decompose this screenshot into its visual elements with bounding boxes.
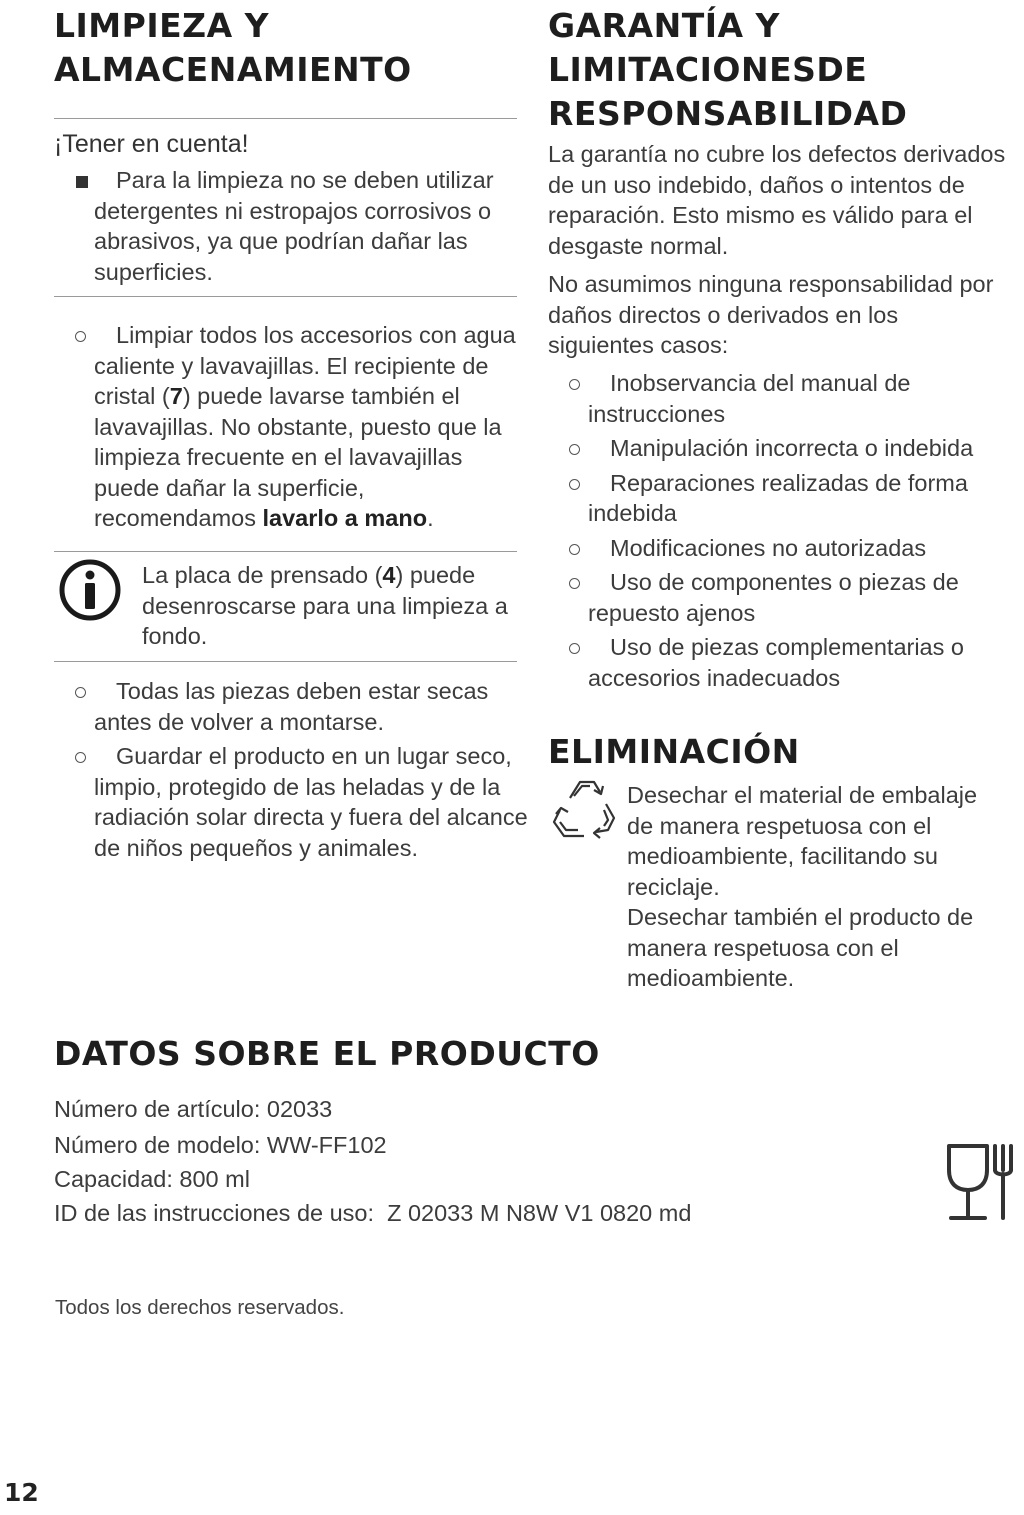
cleaning-item-1 [54,320,524,534]
food-safe-glass-fork-icon [943,1140,1015,1224]
item1-bold-text: lavarlo a mano [262,505,428,531]
info-text-a: La placa de prensado ( [142,562,383,588]
circle-bullet-icon [569,379,580,390]
list-item [548,433,1014,464]
list-item [548,632,1014,693]
warranty-para-2: No asumimos ninguna responsabilidad por daños directos o derivados en los siguientes casos: [548,271,994,358]
cleaning-title-line2: ALMACENAMIENTO [54,50,412,89]
divider [54,661,517,662]
page-number: 12 [4,1478,39,1507]
recycle-icon [548,776,620,844]
case-text: Manipulación incorrecta o indebida [610,435,974,461]
cleaning-section [54,4,524,92]
list-item [54,741,534,863]
circle-bullet-icon [75,331,86,342]
product-article-number: Número de artículo: 02033 [54,1096,333,1122]
item2-text: Todas las piezas deben estar secas antes de volver a montarse. [94,678,489,735]
disposal-text-2: Desechar también el producto de manera respetuosa con el medioambiente. [627,904,974,991]
circle-bullet-icon [569,643,580,654]
warranty-title-line3: RESPONSABILIDAD [548,94,908,133]
circle-bullet-icon [569,479,580,490]
item1-end: . [427,505,434,531]
cleaning-title-line1: LIMPIEZA Y [54,6,270,45]
product-instructions-id: ID de las instrucciones de uso: Z 02033 M N8W V1 0820 md [54,1200,692,1226]
disposal-text-1: Desechar el material de embalaje de manera respetuosa con el medioambiente, facilitando su reciclaje. [627,782,978,900]
divider [54,296,517,297]
circle-bullet-icon [569,544,580,555]
list-item [54,320,524,534]
note-list-item [54,165,524,287]
circle-bullet-icon [569,444,580,455]
copyright-footer: Todos los derechos reservados. [55,1296,345,1319]
warranty-cases-list [548,368,1014,693]
case-text: Reparaciones realizadas de forma indebida [588,469,968,526]
cleaning-item-2 [54,676,534,737]
square-bullet-icon [76,176,88,188]
list-item [54,165,524,287]
info-text-b: ) puede desenroscarse para una limpieza a fondo. [142,562,508,649]
list-item [548,368,1014,429]
note-heading: ¡Tener en cuenta! [54,130,249,158]
info-ref-number: 4 [382,562,396,588]
info-text [142,560,517,652]
warranty-para-1: La garantía no cubre los defectos derivados de un uso indebido, daños o intentos de reparación. Esto mismo es válido para el desgaste normal. [548,141,1006,259]
cleaning-item-3 [54,741,534,863]
item1-text-b: ) puede lavarse también el lavavajillas. No obstante, puesto que la limpieza frecuente en el lavavajillas puede dañar la superficie, recomendamos [94,383,502,531]
case-text: Uso de componentes o piezas de repuesto ajenos [588,569,959,626]
case-text: Uso de piezas complementarias o accesorios inadecuados [588,634,964,691]
warranty-section [548,4,1018,136]
item1-ref-number: 7 [169,383,183,409]
disposal-title: ELIMINACIÓN [548,732,800,771]
item1-text-a: Limpiar todos los accesorios con agua caliente y lavavajillas. El recipiente de cristal ( [94,322,516,409]
circle-bullet-icon [75,687,86,698]
circle-bullet-icon [75,752,86,763]
product-model-number: Número de modelo: WW-FF102 [54,1132,387,1158]
item3-text: Guardar el producto en un lugar seco, limpio, protegido de las heladas y de la radiación solar directa y fuera del alcance de niños pequeños y animales. [94,743,528,861]
list-item [548,567,1014,628]
info-icon [58,558,122,622]
note-item-text: Para la limpieza no se deben utilizar detergentes ni estropajos corrosivos o abrasivos, ya que podrían dañar las superficies. [94,167,494,285]
divider [54,118,517,119]
case-text: Modificaciones no autorizadas [610,534,927,561]
product-data-title: DATOS SOBRE EL PRODUCTO [54,1034,600,1073]
list-item [548,468,1014,529]
case-text: Inobservancia del manual de instrucciones [588,370,911,427]
warranty-title-line2: LIMITACIONESDE [548,50,868,89]
list-item [54,676,534,737]
divider [54,551,517,552]
warranty-title-line1: GARANTÍA Y [548,6,780,45]
list-item [548,533,1014,564]
product-capacity: Capacidad: 800 ml [54,1166,250,1192]
circle-bullet-icon [569,578,580,589]
